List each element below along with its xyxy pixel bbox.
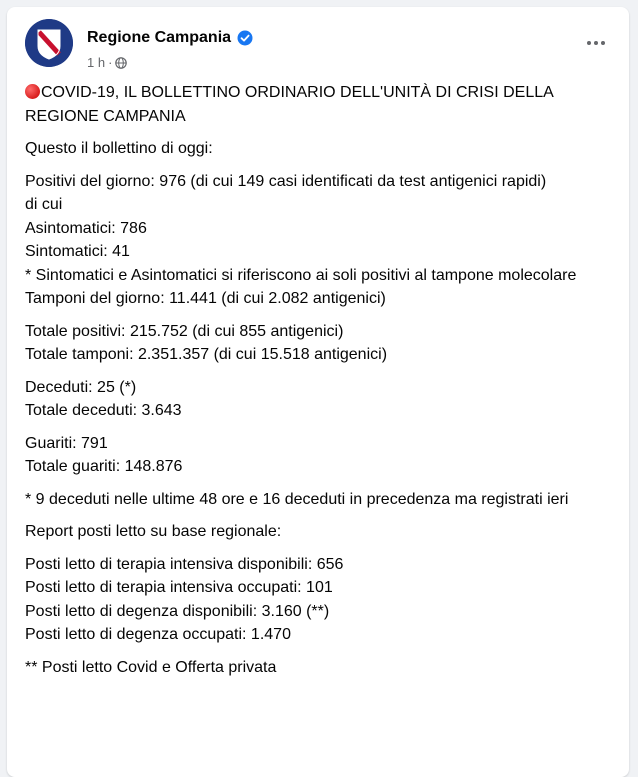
page-name[interactable] bbox=[87, 29, 253, 47]
post-text-line: Totale deceduti: 3.643 bbox=[25, 402, 182, 419]
post-paragraph bbox=[25, 320, 615, 367]
post-text-line: * 9 deceduti nelle ultime 48 ore e 16 deceduti in precedenza ma registrati ieri bbox=[25, 490, 569, 508]
post-text-line: Questo il bollettino di oggi: bbox=[25, 140, 213, 157]
verified-badge-icon bbox=[237, 30, 253, 46]
post-text-line: Asintomatici: 786 bbox=[25, 219, 147, 237]
post-title-paragraph bbox=[25, 81, 615, 128]
post-text-line: Totale guariti: 148.876 bbox=[25, 458, 183, 475]
post-paragraph bbox=[25, 376, 615, 423]
red-circle-icon bbox=[25, 84, 40, 99]
post-text-line: Positivi del giorno: 976 (di cui 149 casi identificati da test antigenici rapidi) bbox=[25, 172, 547, 190]
post-text-line: Deceduti: 25 (*) bbox=[25, 378, 137, 396]
page-name-text[interactable]: Regione Campania bbox=[87, 29, 232, 46]
more-options-icon[interactable] bbox=[581, 33, 611, 53]
post-text-line: Posti letto di terapia intensiva disponibili: 656 bbox=[25, 555, 344, 573]
post-text-line: di cui bbox=[25, 196, 63, 213]
post-paragraph bbox=[25, 520, 615, 544]
post-paragraph bbox=[25, 553, 615, 647]
regione-campania-emblem bbox=[25, 19, 73, 67]
post-text-line: Posti letto di degenza disponibili: 3.160 (**) bbox=[25, 602, 330, 620]
post-paragraph bbox=[25, 170, 615, 311]
post-text-line: Posti letto di degenza occupati: 1.470 bbox=[25, 626, 291, 643]
post-paragraph bbox=[25, 488, 615, 512]
meta-separator: · bbox=[108, 55, 113, 70]
post-text-line: Guariti: 791 bbox=[25, 434, 108, 452]
post-text-line: Report posti letto su base regionale: bbox=[25, 523, 282, 540]
post-timestamp[interactable]: 1 h bbox=[87, 55, 106, 70]
globe-icon bbox=[115, 57, 127, 69]
post-paragraph bbox=[25, 432, 615, 479]
post-paragraph bbox=[25, 137, 615, 161]
page-avatar[interactable] bbox=[25, 19, 73, 67]
post-text-line: ** Posti letto Covid e Offerta privata bbox=[25, 658, 277, 676]
post-meta bbox=[87, 55, 127, 70]
post-text-line: * Sintomatici e Asintomatici si riferiscono ai soli positivi al tampone molecolare bbox=[25, 266, 577, 284]
post-text-line: Posti letto di terapia intensiva occupati: 101 bbox=[25, 579, 333, 596]
post-header bbox=[25, 19, 611, 75]
post-body bbox=[25, 81, 615, 688]
post-paragraphs bbox=[25, 137, 615, 679]
post-text-line: Sintomatici: 41 bbox=[25, 243, 130, 260]
post-text-line: Totale positivi: 215.752 (di cui 855 antigenici) bbox=[25, 322, 344, 340]
post-text-line: Tamponi del giorno: 11.441 (di cui 2.082 antigenici) bbox=[25, 290, 386, 307]
post-paragraph bbox=[25, 656, 615, 680]
post-text-line: Totale tamponi: 2.351.357 (di cui 15.518 antigenici) bbox=[25, 346, 388, 363]
post-title: COVID-19, IL BOLLETTINO ORDINARIO DELL'UNITÀ DI CRISI DELLA REGIONE CAMPANIA bbox=[25, 84, 553, 125]
post-card bbox=[7, 7, 629, 777]
